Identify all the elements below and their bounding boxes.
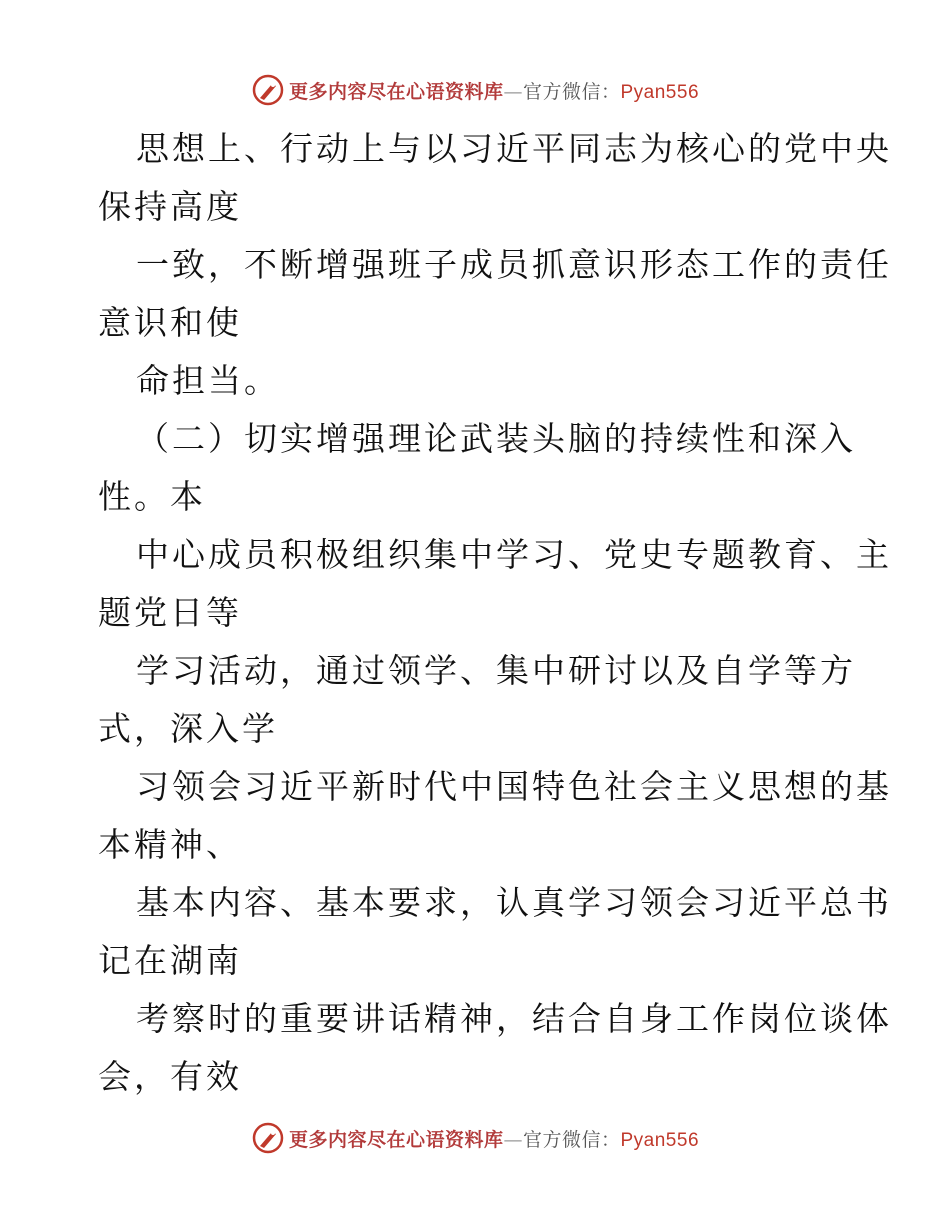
- watermark-wechat-id: Pyan556: [620, 81, 700, 103]
- paragraph-line: 学习活动，通过领学、集中研讨以及自学等方: [136, 651, 856, 690]
- watermark-separator: —: [503, 80, 523, 103]
- paragraph-line: 意识和使: [98, 303, 242, 342]
- paragraph-line: （二）切实增强理论武装头脑的持续性和深入: [136, 419, 856, 458]
- pen-nib-circle-logo-icon: [251, 1121, 285, 1155]
- paragraph-line: 题党日等: [98, 593, 242, 632]
- paragraph-line: 习领会习近平新时代中国特色社会主义思想的基: [136, 767, 892, 806]
- header-watermark: [0, 70, 950, 110]
- paragraph-line: 本精神、: [98, 825, 242, 864]
- paragraph-line: 命担当。: [136, 361, 280, 400]
- paragraph-line: 性。本: [98, 477, 206, 516]
- watermark-wechat-id: Pyan556: [620, 1129, 700, 1151]
- paragraph-line: 保持高度: [98, 187, 242, 226]
- watermark-separator: —: [503, 1128, 523, 1151]
- paragraph-line: 思想上、行动上与以习近平同志为核心的党中央: [136, 129, 892, 168]
- watermark-brand: 更多内容尽在心语资料库: [288, 1128, 504, 1151]
- paragraph-line: 一致，不断增强班子成员抓意识形态工作的责任: [136, 245, 892, 284]
- paragraph-line: 式，深入学: [98, 709, 278, 748]
- pen-nib-circle-logo-icon: [251, 73, 285, 107]
- paragraph-line: 记在湖南: [98, 941, 242, 980]
- document-body: [98, 120, 892, 1106]
- paragraph-line: 考察时的重要讲话精神，结合自身工作岗位谈体: [136, 999, 892, 1038]
- paragraph-line: 会，有效: [98, 1057, 242, 1096]
- watermark-text: [289, 1125, 699, 1152]
- watermark-official-label: 官方微信：: [522, 80, 621, 103]
- watermark-official-label: 官方微信：: [522, 1128, 621, 1151]
- paragraph-line: 基本内容、基本要求，认真学习领会习近平总书: [136, 883, 892, 922]
- footer-watermark: [0, 1118, 950, 1158]
- paragraph-line: 中心成员积极组织集中学习、党史专题教育、主: [136, 535, 892, 574]
- watermark-brand: 更多内容尽在心语资料库: [288, 80, 504, 103]
- watermark-text: [289, 77, 699, 104]
